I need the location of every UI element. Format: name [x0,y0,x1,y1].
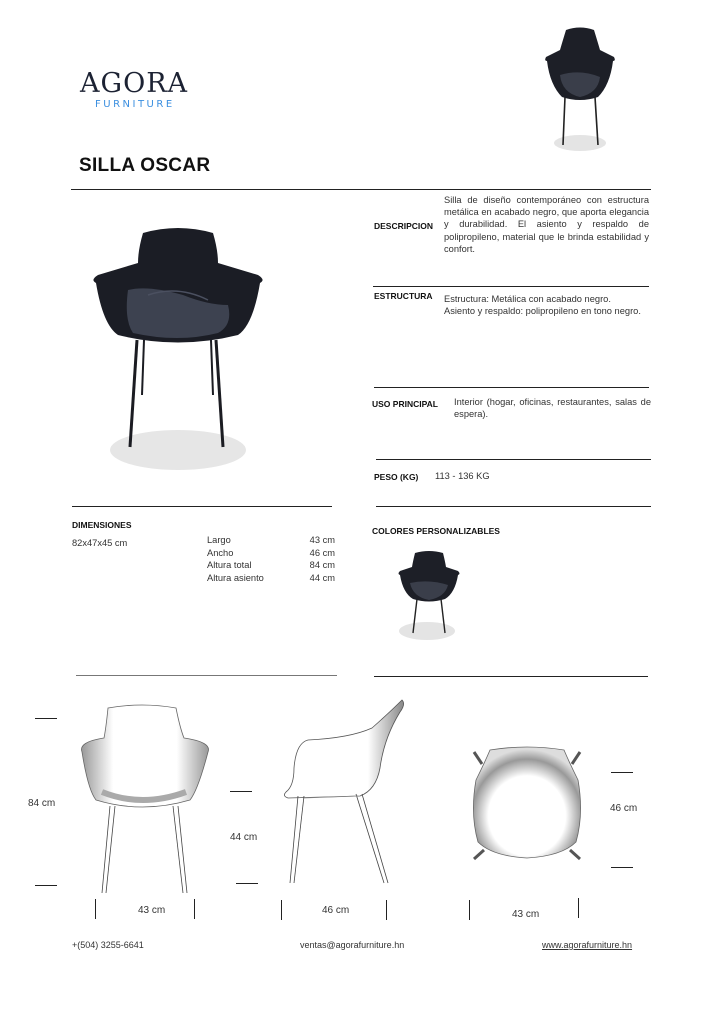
dimension-tick [611,772,633,773]
dimension-value: 84 cm [309,560,335,571]
footer-phone[interactable]: +(504) 3255-6641 [72,940,144,950]
footer-email[interactable]: ventas@agorafurniture.hn [300,940,405,950]
chair-thumbnail-image [540,25,620,155]
descripcion-label: DESCRIPCION [374,221,434,231]
divider [76,675,337,676]
dimensiones-label: DIMENSIONES [72,520,132,530]
dimension-value: 44 cm [309,572,335,583]
divider [376,459,651,460]
dimension-tick [386,900,387,920]
divider [373,286,649,287]
divider [376,506,651,507]
divider [72,506,332,507]
dimension-row [207,547,335,560]
estructura-text [444,293,652,317]
dimension-name: Altura total [207,560,252,571]
uso-principal-label: USO PRINCIPAL [372,399,438,409]
dimension-tick [35,718,57,719]
divider [374,387,649,388]
dimension-tick [230,791,252,792]
dimension-name: Largo [207,535,231,545]
front-width-label: 43 cm [138,905,166,916]
dimension-name: Altura asiento [207,572,264,583]
dimension-tick [95,899,96,919]
divider [374,676,648,677]
top-width-label: 43 cm [512,909,540,920]
dimension-value: 43 cm [309,535,335,545]
side-view-drawing [280,698,410,888]
dimension-tick [469,900,470,920]
estructura-line-1: Estructura: Metálica con acabado negro. [444,294,611,304]
dimension-tick [194,899,195,919]
footer-website-link[interactable]: www.agorafurniture.hn [542,940,633,950]
brand-logo: AGORA [80,68,189,99]
dimension-tick [611,867,633,868]
peso-value: 113 - 136 KG [435,471,490,481]
side-depth-label: 46 cm [322,905,350,916]
dimension-name: Ancho [207,547,234,558]
color-swatch-negro[interactable] [395,549,467,644]
dimension-tick [35,885,57,886]
dimension-row [207,572,335,585]
top-view-drawing [462,744,592,869]
dimension-tick [281,900,282,920]
brand-tagline: FURNITURE [95,99,175,110]
dimensiones-table [207,534,335,584]
uso-principal-text: Interior (hogar, oficinas, restaurantes, salas de espera). [454,397,651,420]
dimension-row [207,534,335,547]
product-title: SILLA OSCAR [79,155,211,176]
side-seat-height-label: 44 cm [230,832,258,843]
estructura-label: ESTRUCTURA [374,291,433,301]
top-depth-label: 46 cm [610,803,638,814]
peso-label: PESO (KG) [374,472,419,482]
estructura-line-2: Asiento y respaldo: polipropileno en tono negro. [444,306,641,317]
front-view-drawing [80,700,215,900]
dimensiones-summary: 82x47x45 cm [72,538,128,548]
chair-main-image [88,225,273,475]
dimension-tick [236,883,258,884]
dimension-value: 46 cm [309,547,335,558]
dimension-row [207,559,335,572]
descripcion-text: Silla de diseño contemporáneo con estructura metálica en acabado negro, que aporta elegancia y durabilidad. El asiento y respaldo de polipropileno, material que le brinda estabilidad y confort. [444,195,649,254]
dimension-tick [578,898,579,918]
colores-label: COLORES PERSONALIZABLES [372,526,500,536]
divider [71,189,651,190]
front-height-label: 84 cm [28,798,56,809]
